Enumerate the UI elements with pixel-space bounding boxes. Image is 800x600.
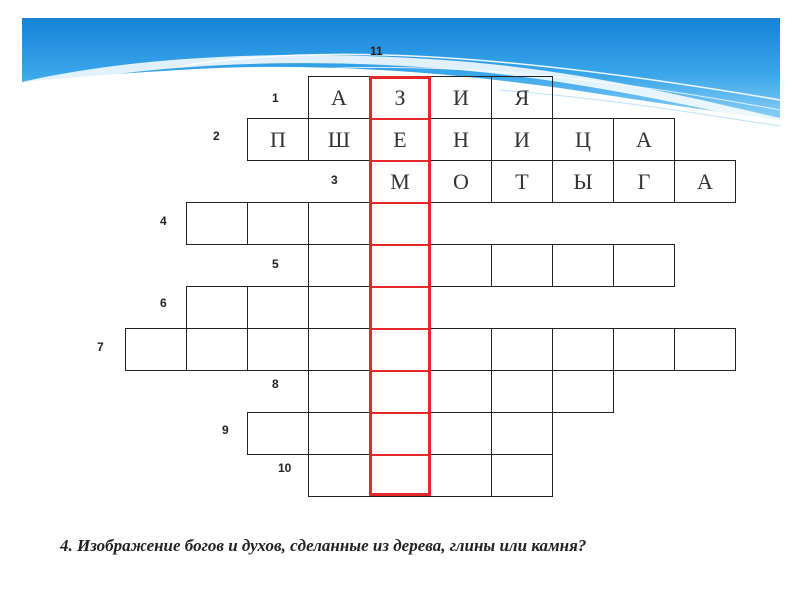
crossword-cell[interactable] [308,202,370,245]
crossword-cell[interactable] [369,412,431,455]
crossword-cell[interactable] [308,244,370,287]
crossword-cell[interactable] [308,286,370,329]
crossword-cell[interactable] [674,328,736,371]
crossword-cell[interactable]: Ц [552,118,614,161]
clue-number-11: 11 [370,44,383,58]
crossword-cell[interactable] [186,286,248,329]
clue-number-9: 9 [222,423,229,437]
clue-number-7: 7 [97,340,104,354]
clue-number-6: 6 [160,296,167,310]
crossword-cell[interactable]: Е [369,118,431,161]
crossword-cell[interactable] [491,412,553,455]
crossword-cell[interactable]: Т [491,160,553,203]
crossword-cell[interactable]: П [247,118,309,161]
crossword-cell[interactable] [247,328,309,371]
crossword-cell[interactable] [491,454,553,497]
crossword-cell[interactable]: М [369,160,431,203]
crossword-cell[interactable] [430,244,492,287]
crossword-cell[interactable]: Ш [308,118,370,161]
crossword-cell[interactable]: А [674,160,736,203]
crossword-cell[interactable] [369,244,431,287]
crossword-cell[interactable] [369,286,431,329]
crossword-cell[interactable] [369,202,431,245]
crossword-cell[interactable] [308,370,370,413]
clue-number-2: 2 [213,129,220,143]
crossword-cell[interactable] [491,370,553,413]
crossword-cell[interactable]: И [491,118,553,161]
crossword-cell[interactable]: Я [491,76,553,119]
crossword-cell[interactable] [430,454,492,497]
crossword-cell[interactable] [430,412,492,455]
crossword-cell[interactable]: О [430,160,492,203]
crossword-cell[interactable] [613,328,675,371]
crossword-cell[interactable]: Ы [552,160,614,203]
crossword-cell[interactable] [430,328,492,371]
crossword-cell[interactable] [186,328,248,371]
crossword-cell[interactable] [369,370,431,413]
clue-number-3: 3 [331,173,338,187]
crossword-cell[interactable] [552,328,614,371]
clue-number-1: 1 [272,91,279,105]
clue-number-8: 8 [272,377,279,391]
clue-number-10: 10 [278,461,292,475]
crossword-cell[interactable]: И [430,76,492,119]
crossword-cell[interactable] [491,244,553,287]
crossword-cell[interactable] [369,328,431,371]
crossword-cell[interactable] [552,244,614,287]
crossword-cell[interactable] [613,244,675,287]
crossword-cell[interactable]: А [308,76,370,119]
crossword-cell[interactable] [430,370,492,413]
crossword-cell[interactable] [125,328,187,371]
crossword-cell[interactable] [308,412,370,455]
crossword-cell[interactable] [247,202,309,245]
crossword-cell[interactable] [552,370,614,413]
crossword-cell[interactable]: З [369,76,431,119]
crossword-cell[interactable] [369,454,431,497]
clue-number-5: 5 [272,257,279,271]
crossword-cell[interactable]: А [613,118,675,161]
crossword-cell[interactable] [247,286,309,329]
crossword-cell[interactable]: Н [430,118,492,161]
crossword-cell[interactable]: Г [613,160,675,203]
clue-question-text: 4. Изображение богов и духов, сделанные из дерева, глины или камня? [60,536,587,555]
crossword-cell[interactable] [186,202,248,245]
crossword-cell[interactable] [308,328,370,371]
crossword-cell[interactable] [308,454,370,497]
clue-number-4: 4 [160,214,167,228]
crossword-cell[interactable] [247,412,309,455]
crossword-cell[interactable] [491,328,553,371]
